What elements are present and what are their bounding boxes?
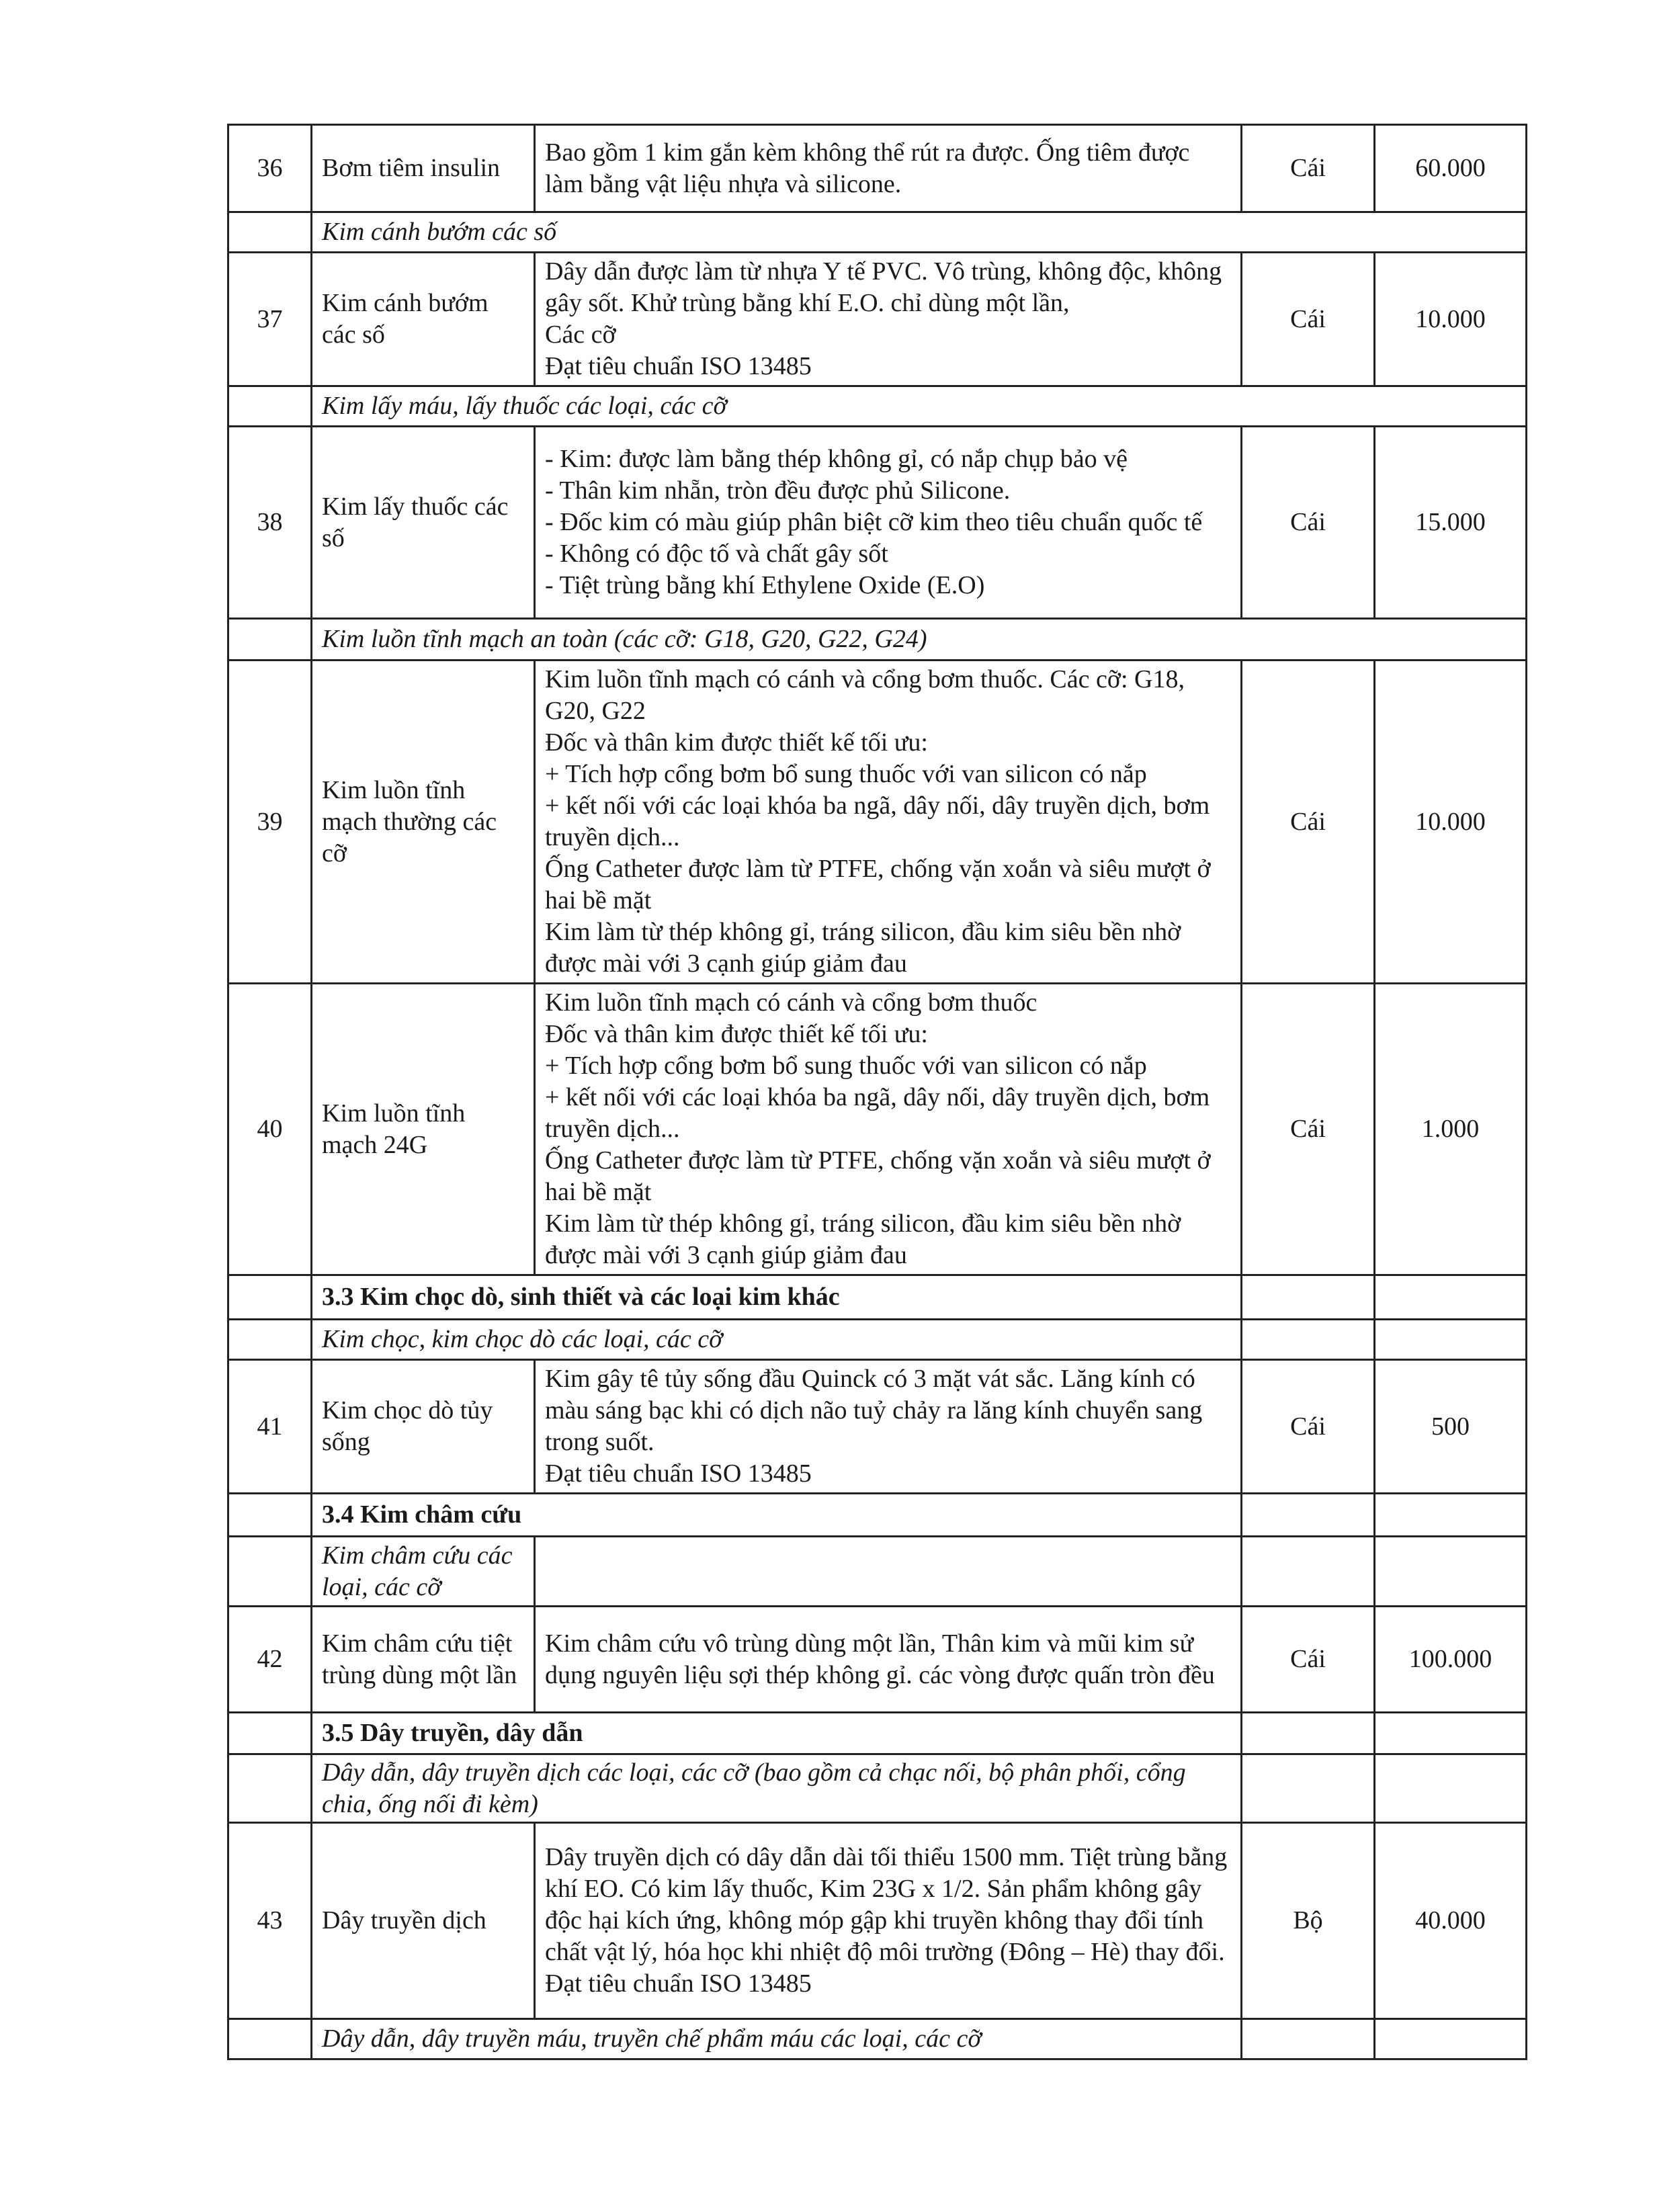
section-heading: 3.5 Dây truyền, dây dẫn	[312, 1713, 1242, 1754]
group-row	[228, 1320, 1527, 1360]
empty-cell	[1375, 1320, 1527, 1360]
empty-cell	[228, 1320, 312, 1360]
table-row	[228, 661, 1527, 984]
empty-cell	[1242, 1713, 1375, 1754]
item-quantity: 100.000	[1375, 1607, 1527, 1713]
item-quantity: 10.000	[1375, 661, 1527, 984]
item-quantity: 1.000	[1375, 984, 1527, 1275]
group-row	[228, 386, 1527, 427]
group-row	[228, 1537, 1527, 1607]
equipment-spec-table	[227, 124, 1527, 2060]
item-name: Kim châm cứu tiệt trùng dùng một lần	[312, 1607, 535, 1713]
item-unit: Cái	[1242, 1607, 1375, 1713]
item-unit: Cái	[1242, 427, 1375, 619]
group-row	[228, 619, 1527, 661]
empty-cell	[1375, 1537, 1527, 1607]
empty-cell	[1242, 1275, 1375, 1320]
item-name: Bơm tiêm insulin	[312, 125, 535, 212]
item-name: Kim cánh bướm các số	[312, 253, 535, 386]
empty-cell	[228, 619, 312, 661]
empty-cell	[228, 1754, 312, 1823]
item-name: Kim luồn tĩnh mạch thường các cỡ	[312, 661, 535, 984]
item-unit: Cái	[1242, 125, 1375, 212]
item-unit: Cái	[1242, 253, 1375, 386]
item-unit: Cái	[1242, 984, 1375, 1275]
empty-cell	[228, 1713, 312, 1754]
section-row	[228, 1275, 1527, 1320]
row-number: 41	[228, 1360, 312, 1494]
item-quantity: 40.000	[1375, 1823, 1527, 2019]
empty-cell	[1375, 1754, 1527, 1823]
item-description: Dây truyền dịch có dây dẫn dài tối thiểu 1500 mm. Tiệt trùng bằng khí EO. Có kim lấy thuốc, Kim 23G x 1/2. Sản phẩm không gây độc hại kích ứng, không móp gập khi truyền không thay đổi tính chất vật lý, hóa học khi nhiệt độ môi trường (Đông – Hè) thay đổi. Đạt tiêu chuẩn ISO 13485	[535, 1823, 1242, 2019]
row-number: 39	[228, 661, 312, 984]
group-label: Dây dẫn, dây truyền máu, truyền chế phẩm máu các loại, các cỡ	[312, 2019, 1242, 2059]
section-heading: 3.4 Kim châm cứu	[312, 1494, 1242, 1537]
empty-cell	[1242, 1320, 1375, 1360]
item-unit: Cái	[1242, 661, 1375, 984]
item-description: - Kim: được làm bằng thép không gỉ, có nắp chụp bảo vệ - Thân kim nhẵn, tròn đều được phủ Silicone. - Đốc kim có màu giúp phân biệt cỡ kim theo tiêu chuẩn quốc tế - Không có độc tố và chất gây sốt - Tiệt trùng bằng khí Ethylene Oxide (E.O)	[535, 427, 1242, 619]
empty-cell	[1242, 1537, 1375, 1607]
item-quantity: 60.000	[1375, 125, 1527, 212]
item-name: Kim chọc dò tủy sống	[312, 1360, 535, 1494]
table-row	[228, 984, 1527, 1275]
row-number: 38	[228, 427, 312, 619]
empty-cell	[535, 1537, 1242, 1607]
group-label: Kim chọc, kim chọc dò các loại, các cỡ	[312, 1320, 1242, 1360]
empty-cell	[1242, 1494, 1375, 1537]
row-number: 43	[228, 1823, 312, 2019]
table-row	[228, 253, 1527, 386]
empty-cell	[228, 1494, 312, 1537]
item-quantity: 500	[1375, 1360, 1527, 1494]
item-description: Kim gây tê tủy sống đầu Quinck có 3 mặt vát sắc. Lăng kính có màu sáng bạc khi có dịch não tuỷ chảy ra lăng kính chuyển sang trong suốt. Đạt tiêu chuẩn ISO 13485	[535, 1360, 1242, 1494]
group-label: Kim lấy máu, lấy thuốc các loại, các cỡ	[312, 386, 1527, 427]
group-label: Kim cánh bướm các số	[312, 212, 1527, 253]
empty-cell	[1375, 1275, 1527, 1320]
row-number: 36	[228, 125, 312, 212]
item-name: Dây truyền dịch	[312, 1823, 535, 2019]
table-row	[228, 1607, 1527, 1713]
empty-cell	[1375, 1494, 1527, 1537]
row-number: 40	[228, 984, 312, 1275]
group-label: Kim châm cứu các loại, các cỡ	[312, 1537, 535, 1607]
item-description: Dây dẫn được làm từ nhựa Y tế PVC. Vô trùng, không độc, không gây sốt. Khử trùng bằng khí E.O. chỉ dùng một lần, Các cỡ Đạt tiêu chuẩn ISO 13485	[535, 253, 1242, 386]
empty-cell	[1242, 1754, 1375, 1823]
group-row	[228, 2019, 1527, 2059]
table-row	[228, 125, 1527, 212]
empty-cell	[1242, 2019, 1375, 2059]
empty-cell	[228, 2019, 312, 2059]
group-label: Dây dẫn, dây truyền dịch các loại, các cỡ (bao gồm cả chạc nối, bộ phân phối, cổng chia, ống nối đi kèm)	[312, 1754, 1242, 1823]
empty-cell	[228, 1275, 312, 1320]
item-description: Bao gồm 1 kim gắn kèm không thể rút ra được. Ống tiêm được làm bằng vật liệu nhựa và silicone.	[535, 125, 1242, 212]
item-quantity: 10.000	[1375, 253, 1527, 386]
item-description: Kim châm cứu vô trùng dùng một lần, Thân kim và mũi kim sử dụng nguyên liệu sợi thép không gỉ. các vòng được quấn tròn đều	[535, 1607, 1242, 1713]
table-body	[228, 125, 1527, 2059]
group-row	[228, 1754, 1527, 1823]
row-number: 42	[228, 1607, 312, 1713]
section-heading: 3.3 Kim chọc dò, sinh thiết và các loại kim khác	[312, 1275, 1242, 1320]
empty-cell	[1375, 2019, 1527, 2059]
table-row	[228, 427, 1527, 619]
item-description: Kim luồn tĩnh mạch có cánh và cổng bơm thuốc Đốc và thân kim được thiết kế tối ưu: + Tích hợp cổng bơm bổ sung thuốc với van silicon có nắp + kết nối với các loại khóa ba ngã, dây nối, dây truyền dịch, bơm truyền dịch... Ống Catheter được làm từ PTFE, chống vặn xoắn và siêu mượt ở hai bề mặt Kim làm từ thép không gỉ, tráng silicon, đầu kim siêu bền nhờ được mài với 3 cạnh giúp giảm đau	[535, 984, 1242, 1275]
item-description: Kim luồn tĩnh mạch có cánh và cổng bơm thuốc. Các cỡ: G18, G20, G22 Đốc và thân kim được thiết kế tối ưu: + Tích hợp cổng bơm bổ sung thuốc với van silicon có nắp + kết nối với các loại khóa ba ngã, dây nối, dây truyền dịch, bơm truyền dịch... Ống Catheter được làm từ PTFE, chống vặn xoắn và siêu mượt ở hai bề mặt Kim làm từ thép không gỉ, tráng silicon, đầu kim siêu bền nhờ được mài với 3 cạnh giúp giảm đau	[535, 661, 1242, 984]
table-row	[228, 1360, 1527, 1494]
section-row	[228, 1713, 1527, 1754]
table-row	[228, 1823, 1527, 2019]
item-quantity: 15.000	[1375, 427, 1527, 619]
empty-cell	[228, 386, 312, 427]
group-label: Kim luồn tĩnh mạch an toàn (các cỡ: G18, G20, G22, G24)	[312, 619, 1527, 661]
row-number: 37	[228, 253, 312, 386]
group-row	[228, 212, 1527, 253]
item-name: Kim luồn tĩnh mạch 24G	[312, 984, 535, 1275]
section-row	[228, 1494, 1527, 1537]
item-unit: Cái	[1242, 1360, 1375, 1494]
empty-cell	[1375, 1713, 1527, 1754]
item-name: Kim lấy thuốc các số	[312, 427, 535, 619]
item-unit: Bộ	[1242, 1823, 1375, 2019]
empty-cell	[228, 212, 312, 253]
empty-cell	[228, 1537, 312, 1607]
